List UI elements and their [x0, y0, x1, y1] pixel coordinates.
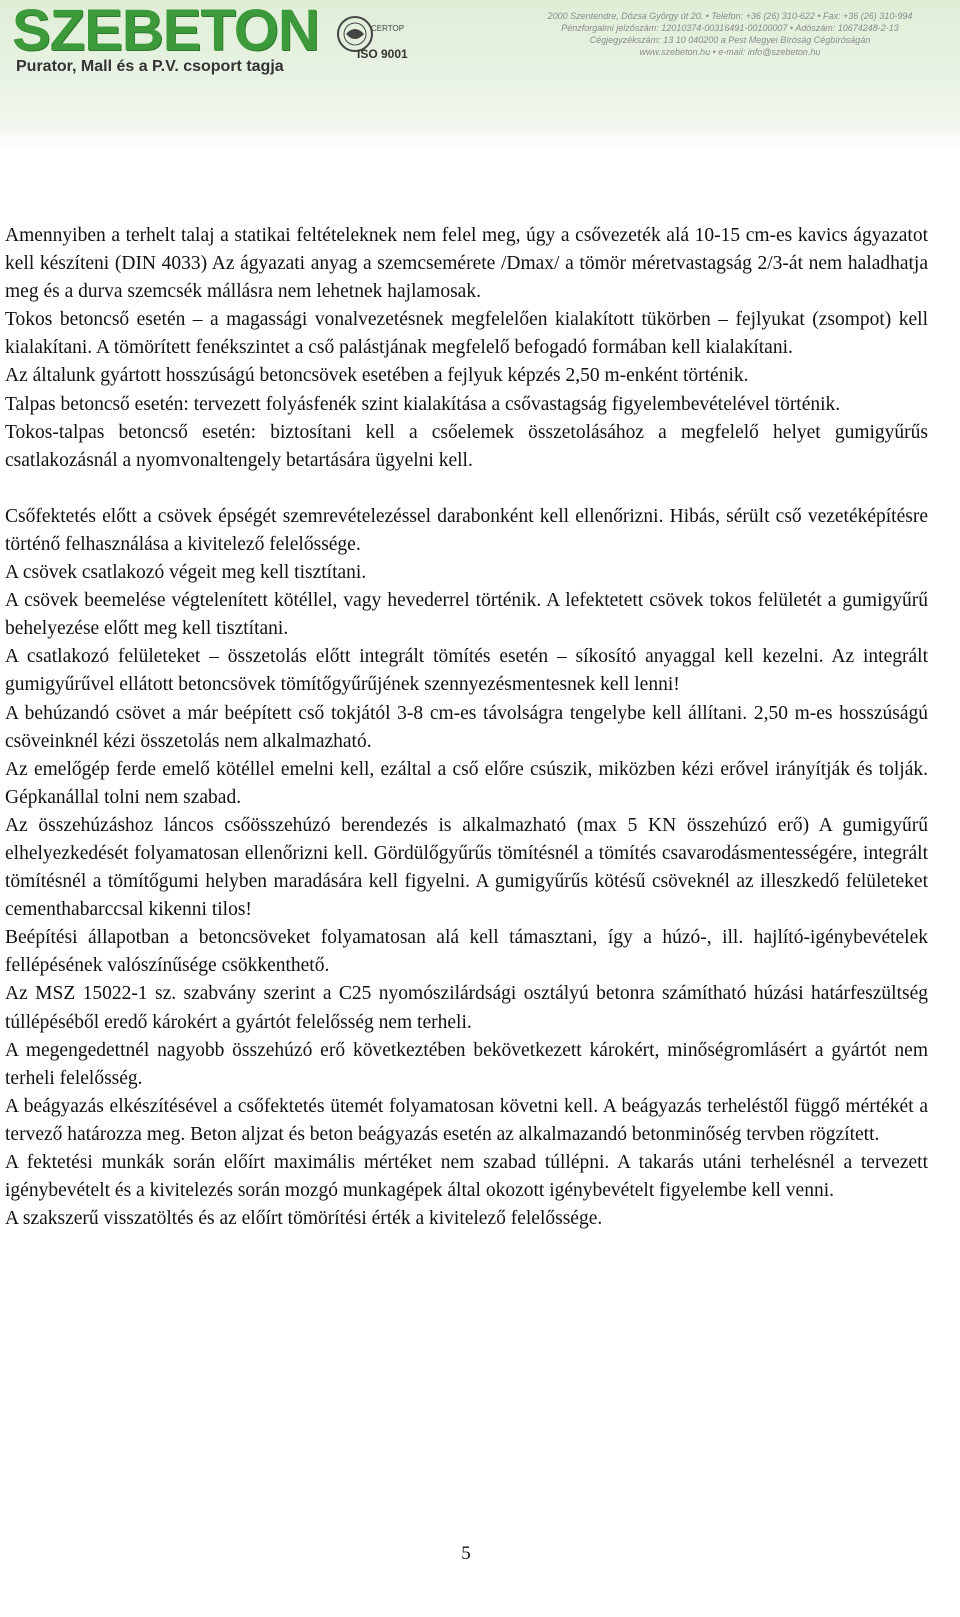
letterhead — [0, 0, 960, 150]
paragraph: A fektetési munkák során előírt maximális mértéket nem szabad túllépni. A takarás utáni terhelésnél a tervezett igénybevételt és a kivitelezés során mozgó munkagépek által okozott igénybevételt figyelembe kell venni. — [5, 1152, 928, 1202]
paragraph: A szakszerű visszatöltés és az előírt tömörítési érték a kivitelező felelőssége. — [5, 1208, 603, 1230]
paragraph: Tokos-talpas betoncső esetén: biztosítani kell a csőelemek összetolásához a megfelelő helyet gumigyűrűs csatlakozásnál a nyomvonaltengely betartására ügyelni kell. — [5, 421, 928, 471]
paragraph: Talpas betoncső esetén: tervezett folyásfenék szint kialakítása a csővastagság figyelembevételével történik. — [5, 393, 841, 415]
paragraph: A csövek csatlakozó végeit meg kell tisztítani. — [5, 562, 367, 584]
company-logo: SZEBETON — [12, 0, 319, 63]
paragraph: Az általunk gyártott hosszúságú betoncsövek esetében a fejlyuk képzés 2,50 m-enként történik. — [5, 365, 749, 387]
paragraph-gap — [5, 475, 928, 503]
company-registry-line: Cégjegyzékszám: 13 10 040200 a Pest Megyei Bíróság Cégbíróságán — [589, 35, 871, 45]
paragraph: A beágyazás elkészítésével a csőfektetés ütemét folyamatosan követni kell. A beágyazás terheléstől függő mértékét a tervező határozza meg. Beton aljzat és beton beágyazás esetén az alkalmazandó betonminőség tervben rögzített. — [5, 1095, 928, 1145]
company-bank-line: Pénzforgalmi jelzőszám: 12010374-00316491-00100007 • Adószám: 10674248-2-13 — [561, 23, 899, 33]
page-number: 5 — [461, 1543, 471, 1564]
document-body — [5, 222, 928, 1233]
paragraph: Az emelőgép ferde emelő kötéllel emelni kell, ezáltal a cső előre csúszik, miközben kézi erővel irányítják és tolják. Gépkanállal tolni nem szabad. — [5, 758, 928, 808]
paragraph: Amennyiben a terhelt talaj a statikai feltételeknek nem felel meg, úgy a csővezeték alá 10-15 cm-es kavics ágyazatot kell készíteni (DIN 4033) Az ágyazati anyag a szemcsemérete /Dmax/ a tömör méretvastagság 2/3-át nem haladhatja meg és a durva szemcsék mállásra nem lehetnek hajlamosak. — [5, 225, 928, 303]
paragraph: A behúzandó csövet a már beépített cső tokjától 3-8 cm-es távolságra tengelybe kell állítani. 2,50 m-es hosszúságú csöveinknél kézi összetolás nem alkalmazható. — [5, 702, 928, 752]
company-address-line: 2000 Szentendre, Dózsa György út 20. • Telefon: +36 (26) 310-622 • Fax: +36 (26) 310-994 — [547, 11, 913, 21]
paragraph: A csatlakozó felületeket – összetolás előtt integrált tömítés esetén – síkosító anyaggal kell kezelni. Az integrált gumigyűrűvel ellátott betoncsövek tömítőgyűrűjének szennyezésmentesnek kell lenni! — [5, 646, 928, 696]
paragraph: Az MSZ 15022-1 sz. szabvány szerint a C25 nyomószilárdsági osztályú betonra számítható húzási határfeszültség túllépéséből eredő károkért a gyártót felelősség nem terheli. — [5, 983, 928, 1033]
cert-label: CERTOP — [371, 24, 405, 33]
paragraph: Beépítési állapotban a betoncsöveket folyamatosan alá kell támasztani, így a húzó-, ill. hajlító-igénybevételek fellépésének valószínűsége csökkenthető. — [5, 927, 928, 977]
company-contact-info — [515, 10, 945, 58]
paragraph: Tokos betoncső esetén – a magassági vonalvezetésnek megfelelően kialakított tükörben – fejlyukat (zsompot) kell kialakítani. A tömörített fenékszintet a cső palástjának megfelelő befogadó formában kell kialakítani. — [5, 309, 928, 359]
company-web-line: www.szebeton.hu • e-mail: info@szebeton.hu — [639, 47, 821, 57]
paragraph: Az összehúzáshoz láncos csőösszehúzó berendezés is alkalmazható (max 5 KN összehúzó erő) A gumigyűrű elhelyezkedését folyamatosan ellenőrizni kell. Gördülőgyűrűs tömítésnél a tömítés csavarodásmentességére, integrált tömítésnél a tömítőgumi helyben maradására kell figyelni. A gumigyűrűs kötésű csöveknél az illeszkedő felületeket cementhabarccsal kikenni tilos! — [5, 814, 928, 921]
paragraph: Csőfektetés előtt a csövek épségét szemrevételezéssel darabonként kell ellenőrizni. Hibás, sérült cső vezetéképítésre történő felhasználása a kivitelező felelőssége. — [5, 505, 928, 555]
paragraph: A megengedettnél nagyobb összehúzó erő következtében bekövetkezett károkért, minőségromlásért a gyártót nem terheli felelősség. — [5, 1039, 928, 1089]
company-tagline: Purator, Mall és a P.V. csoport tagja — [16, 58, 284, 75]
iso-certification-seal-icon — [335, 12, 411, 64]
iso-label: ISO 9001 — [357, 47, 408, 61]
paragraph: A csövek beemelése végtelenített kötéllel, vagy hevederrel történik. A lefektetett csövek tokos felületét a gumigyűrű behelyezése előtt meg kell tisztítani. — [5, 590, 928, 640]
